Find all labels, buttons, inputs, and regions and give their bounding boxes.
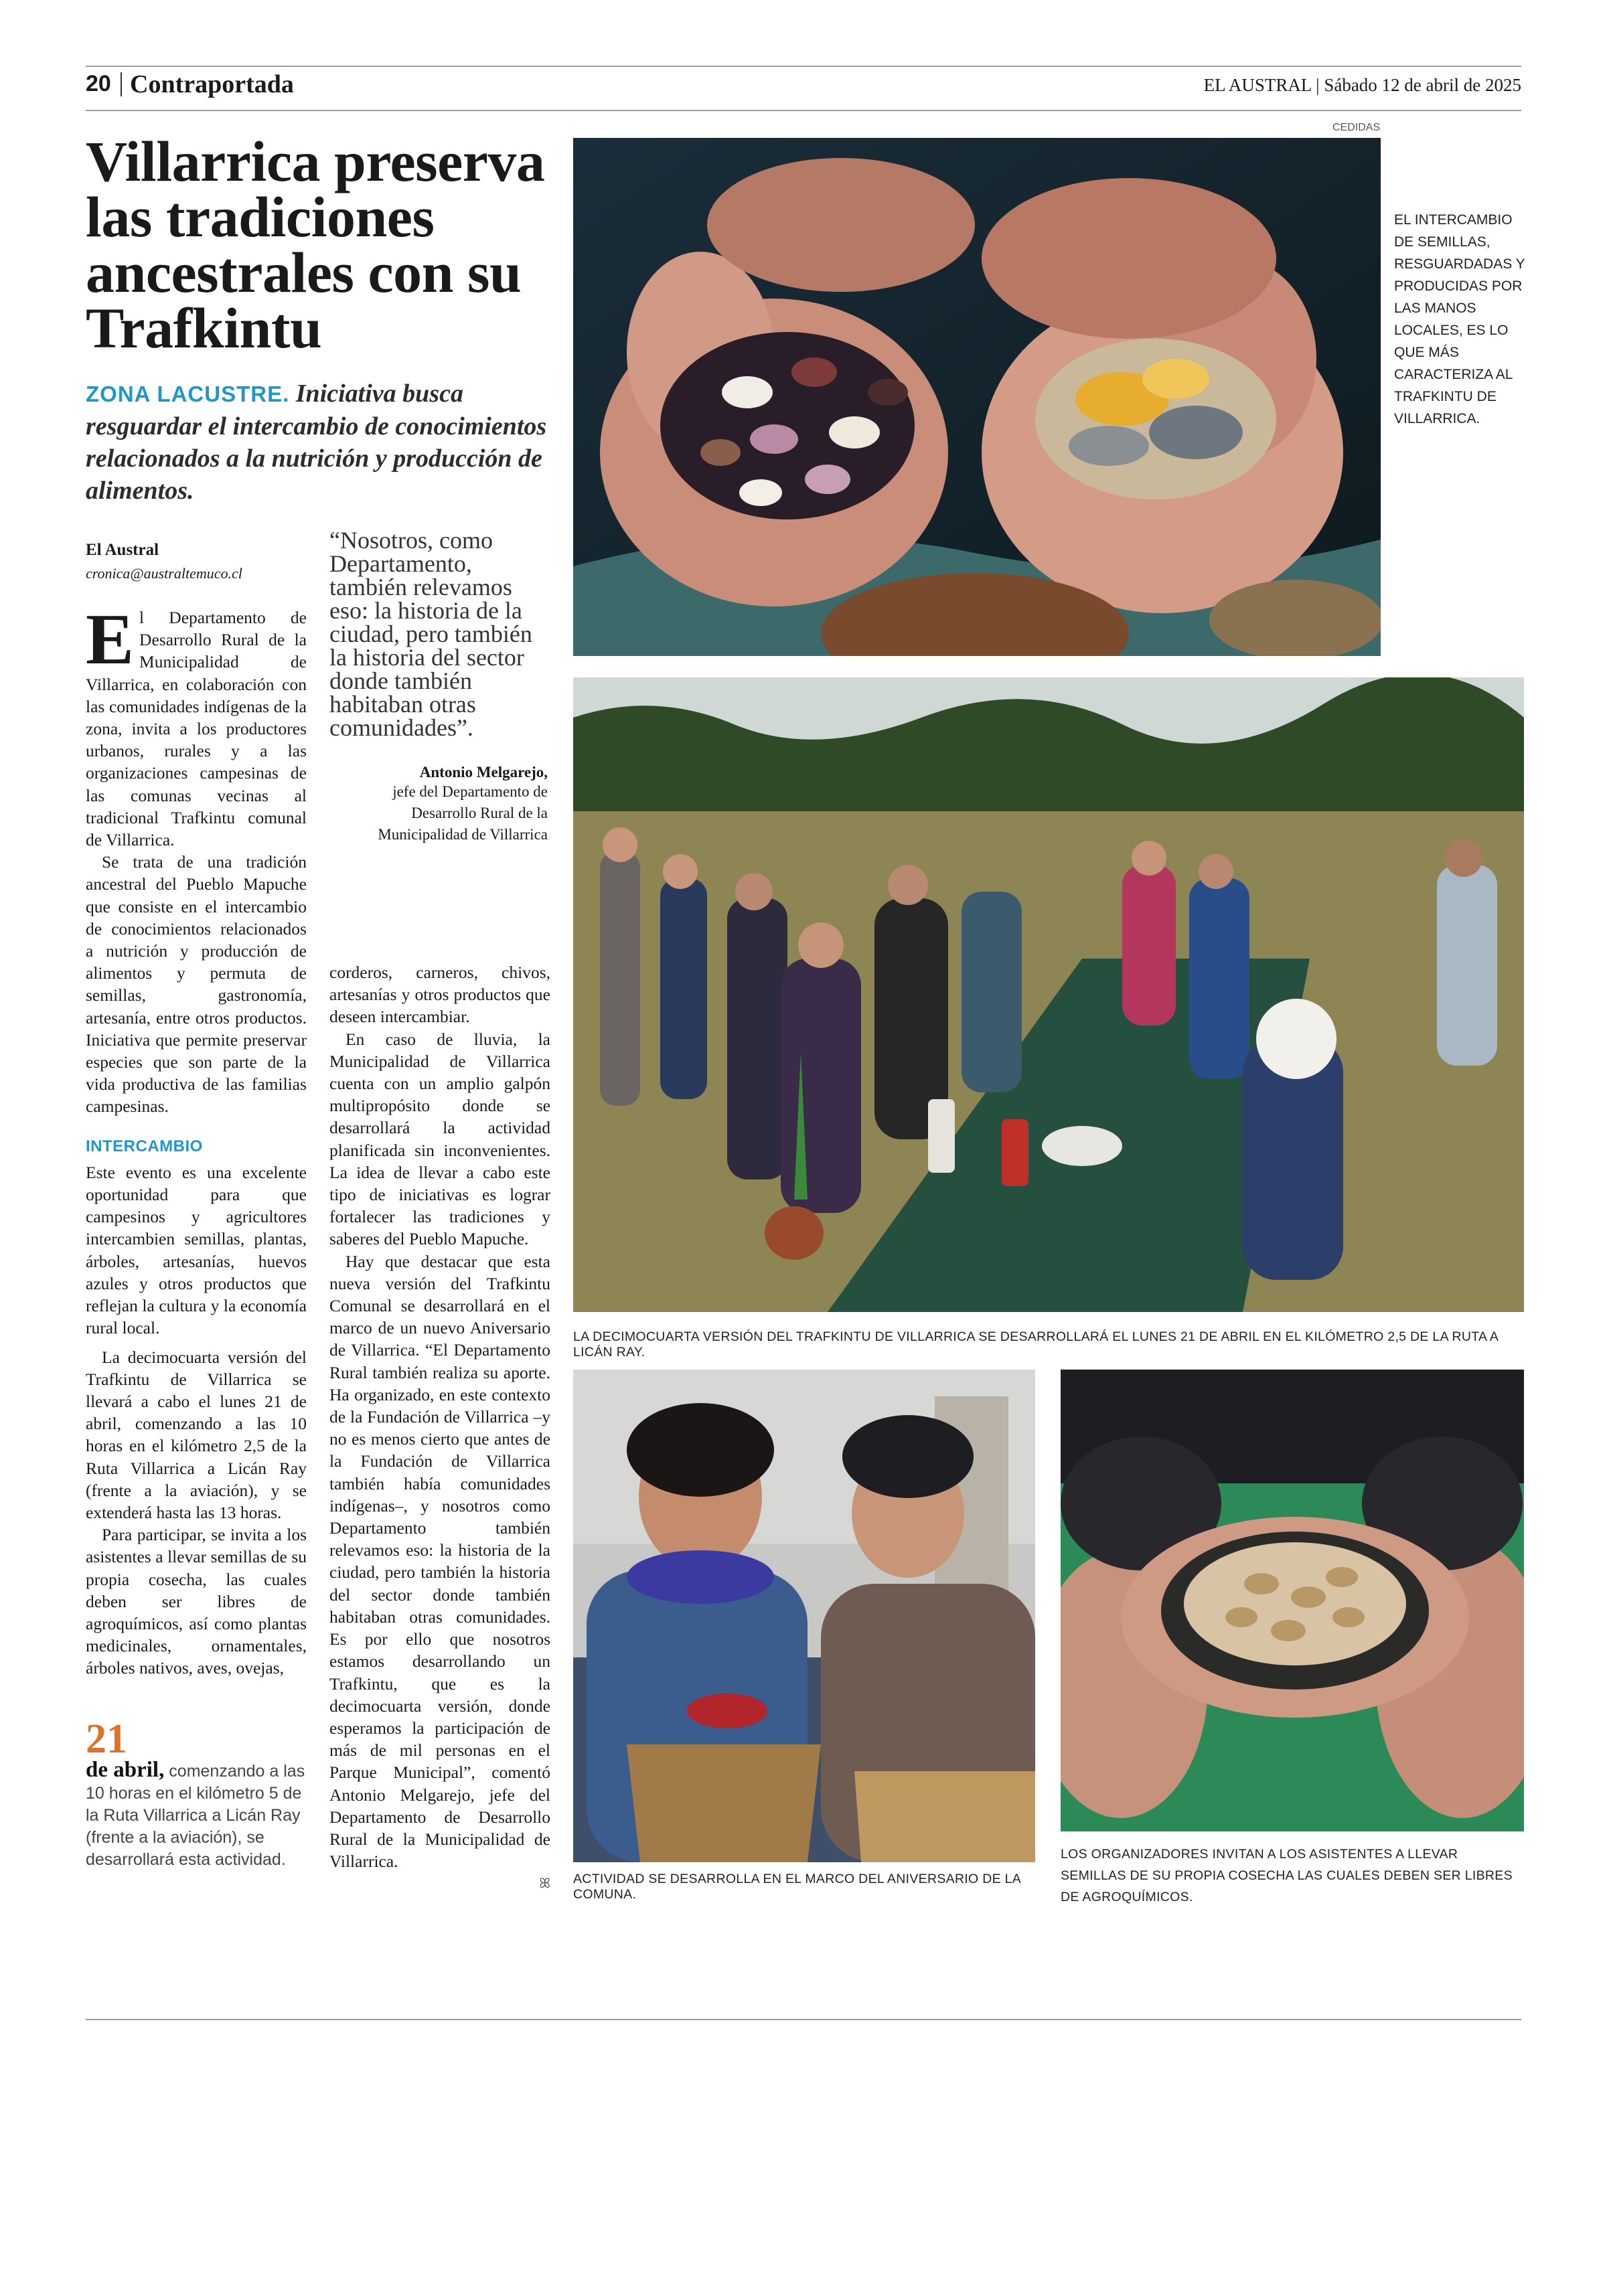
women-photo-image xyxy=(573,1370,1035,1862)
paragraph-3: Este evento es una excelente oportunidad para que campesinos y agricultores intercambien semillas, plantas, árboles, artesanías, huevos azules y otros productos que reflejan la cultura y la economía rural local. xyxy=(86,1162,307,1338)
paragraph-6: corderos, carneros, chivos, artesanías y otros productos que deseen intercambiar. xyxy=(329,963,550,1027)
crowd-photo xyxy=(573,677,1524,1312)
factbox-bold: de abril, xyxy=(86,1758,165,1782)
header-divider xyxy=(121,72,122,96)
paragraph-5: Para participar, se invita a los asistentes a llevar semillas de su propia cosecha, las cuales deben ser libres de agroquímicos, así como plantas medicinales, ornamentales, árboles nativos, aves, ovejas, xyxy=(86,1525,307,1678)
paragraph-4: La decimocuarta versión del Trafkintu de Villarrica se llevará a cabo el lunes 21 de abril, comenzando a las 10 horas en el kilómetro 2,5 de la Ruta Villarrica a Licán Ray (frente a la aviación), y se extenderá hasta las 13 horas. xyxy=(86,1347,307,1522)
body-column-1 xyxy=(86,600,307,1679)
paragraph-8: Hay que destacar que esta nueva versión del Trafkintu Comunal se desarrollará en el marco de un nuevo Aniversario de Villarrica. “El Departamento Rural también realiza su aporte. Ha organizado, en este contexto de la Fundación de Villarrica –y no es menos cierto que antes de la Fundación de Villarrica también había comunidades indígenas–, y nosotros como Departamento también relevamos eso: la historia de la ciudad, pero también la historia del sector donde también habitaban otras comunidades. Es por ello que nosotros estamos desarrollando un Trafkintu, que es la decimocuarta versión, donde esperamos la participación de más de mil personas en el Parque Municipal”, comentó Antonio Melgarejo, jefe del Departamento de Desarrollo Rural de la Municipalidad de Villarrica. xyxy=(329,1251,550,1872)
bowl-photo-image xyxy=(1061,1370,1524,1831)
page-number: 20 xyxy=(86,71,111,96)
pullquote-role: jefe del Departamento de Desarrollo Rural de la Municipalidad de Villarrica xyxy=(378,783,548,843)
women-caption: ACTIVIDAD SE DESARROLLA EN EL MARCO DEL ANIVERSARIO DE LA COMUNA. xyxy=(573,1872,1021,1902)
factbox-number: 21 xyxy=(86,1716,127,1762)
pullquote xyxy=(329,529,548,845)
section-name: Contraportada xyxy=(130,70,294,98)
subhead-text: Iniciativa busca resguardar el intercambio de conocimientos relacionados a la nutrición y producción de alimentos. xyxy=(86,380,547,505)
byline-email: cronica@australtemuco.cl xyxy=(86,565,242,582)
factbox xyxy=(86,1716,307,1871)
paragraph-1-text: l Departamento de Desarrollo Rural de la Municipalidad de Villarrica, en colaboración con las comunidades indígenas de la zona, invita a los productores urbanos, rurales y a las organizaciones campesinas de las comunas vecinas al tradicional Trafkintu comunal de Villarrica. xyxy=(86,608,307,850)
paragraph-1 xyxy=(86,600,307,851)
bean-pile xyxy=(660,332,915,519)
newspaper-name: EL AUSTRAL xyxy=(1203,75,1312,95)
end-mark: ꕤ xyxy=(539,1875,550,1892)
bowl-caption: LOS ORGANIZADORES INVITAN A LOS ASISTENTES A LLEVAR SEMILLAS DE SU PROPIA COSECHA LAS CUALES DEBEN SER LIBRES DE AGROQUÍMICOS. xyxy=(1061,1847,1513,1904)
corn-pile xyxy=(1035,339,1276,499)
factbox-body: comenzando a las 10 horas en el kilómetro 5 de la Ruta Villarrica a Licán Ray (frente a la aviación), se desarrollará esta actividad. xyxy=(86,1762,305,1869)
subhead xyxy=(86,378,548,507)
intertitle: INTERCAMBIO xyxy=(86,1137,203,1155)
photo-credit: CEDIDAS xyxy=(1332,122,1381,133)
byline-author: El Austral xyxy=(86,541,159,559)
paragraph-2: Se trata de una tradición ancestral del Pueblo Mapuche que consiste en el intercambio de conocimientos relacionados a nutrición y producción de alimentos y permuta de semillas, gastronomía, artesanía, entre otros productos. Iniciativa que permite preservar especies que son parte de la vida productiva de las familias campesinas. xyxy=(86,852,307,1117)
paragraph-7: En caso de lluvia, la Municipalidad de Villarrica cuenta con un amplio galpón multipropósito donde se desarrollará la actividad planificada sin inconvenientes. La idea de llevar a cabo este tipo de iniciativas es lograr fortalecer las tradiciones y saberes del Pueblo Mapuche. xyxy=(329,1029,550,1249)
pullquote-text: “Nosotros, como Departamento, también relevamos eso: la historia de la ciudad, pero también la historia del sector donde también habitaban otras comunidades”. xyxy=(329,527,532,741)
headline: Villarrica preserva las tradiciones ancestrales con su Trafkintu xyxy=(86,129,545,360)
drop-cap: E xyxy=(86,600,135,679)
seeds-photo xyxy=(573,138,1381,656)
footer-rule xyxy=(86,2019,1521,2020)
bowl-photo xyxy=(1061,1370,1524,1831)
seeds-photo-image xyxy=(573,138,1381,656)
crowd-photo-image xyxy=(573,677,1524,1312)
masthead xyxy=(1204,75,1521,96)
women-photo xyxy=(573,1370,1035,1862)
kicker: ZONA LACUSTRE. xyxy=(86,382,290,406)
issue-date: Sábado 12 de abril de 2025 xyxy=(1324,75,1521,95)
seeds-caption: EL INTERCAMBIO DE SEMILLAS, RESGUARDADAS Y PRODUCIDAS POR LAS MANOS LOCALES, ES LO QUE MÁS CARACTERIZA AL TRAFKINTU DE VILLARRICA. xyxy=(1394,212,1525,426)
factbox-text xyxy=(86,1759,307,1871)
masthead-pipe: | xyxy=(1316,75,1324,95)
header-top-rule xyxy=(86,66,1521,67)
pullquote-name: Antonio Melgarejo, xyxy=(419,764,548,781)
header-bottom-rule xyxy=(86,110,1521,111)
crowd-caption: LA DECIMOCUARTA VERSIÓN DEL TRAFKINTU DE VILLARRICA SE DESARROLLARÁ EL LUNES 21 DE ABRIL EN EL KILÓMETRO 2,5 DE LA RUTA A LICÁN RAY. xyxy=(573,1329,1499,1360)
body-column-2 xyxy=(329,961,550,1895)
